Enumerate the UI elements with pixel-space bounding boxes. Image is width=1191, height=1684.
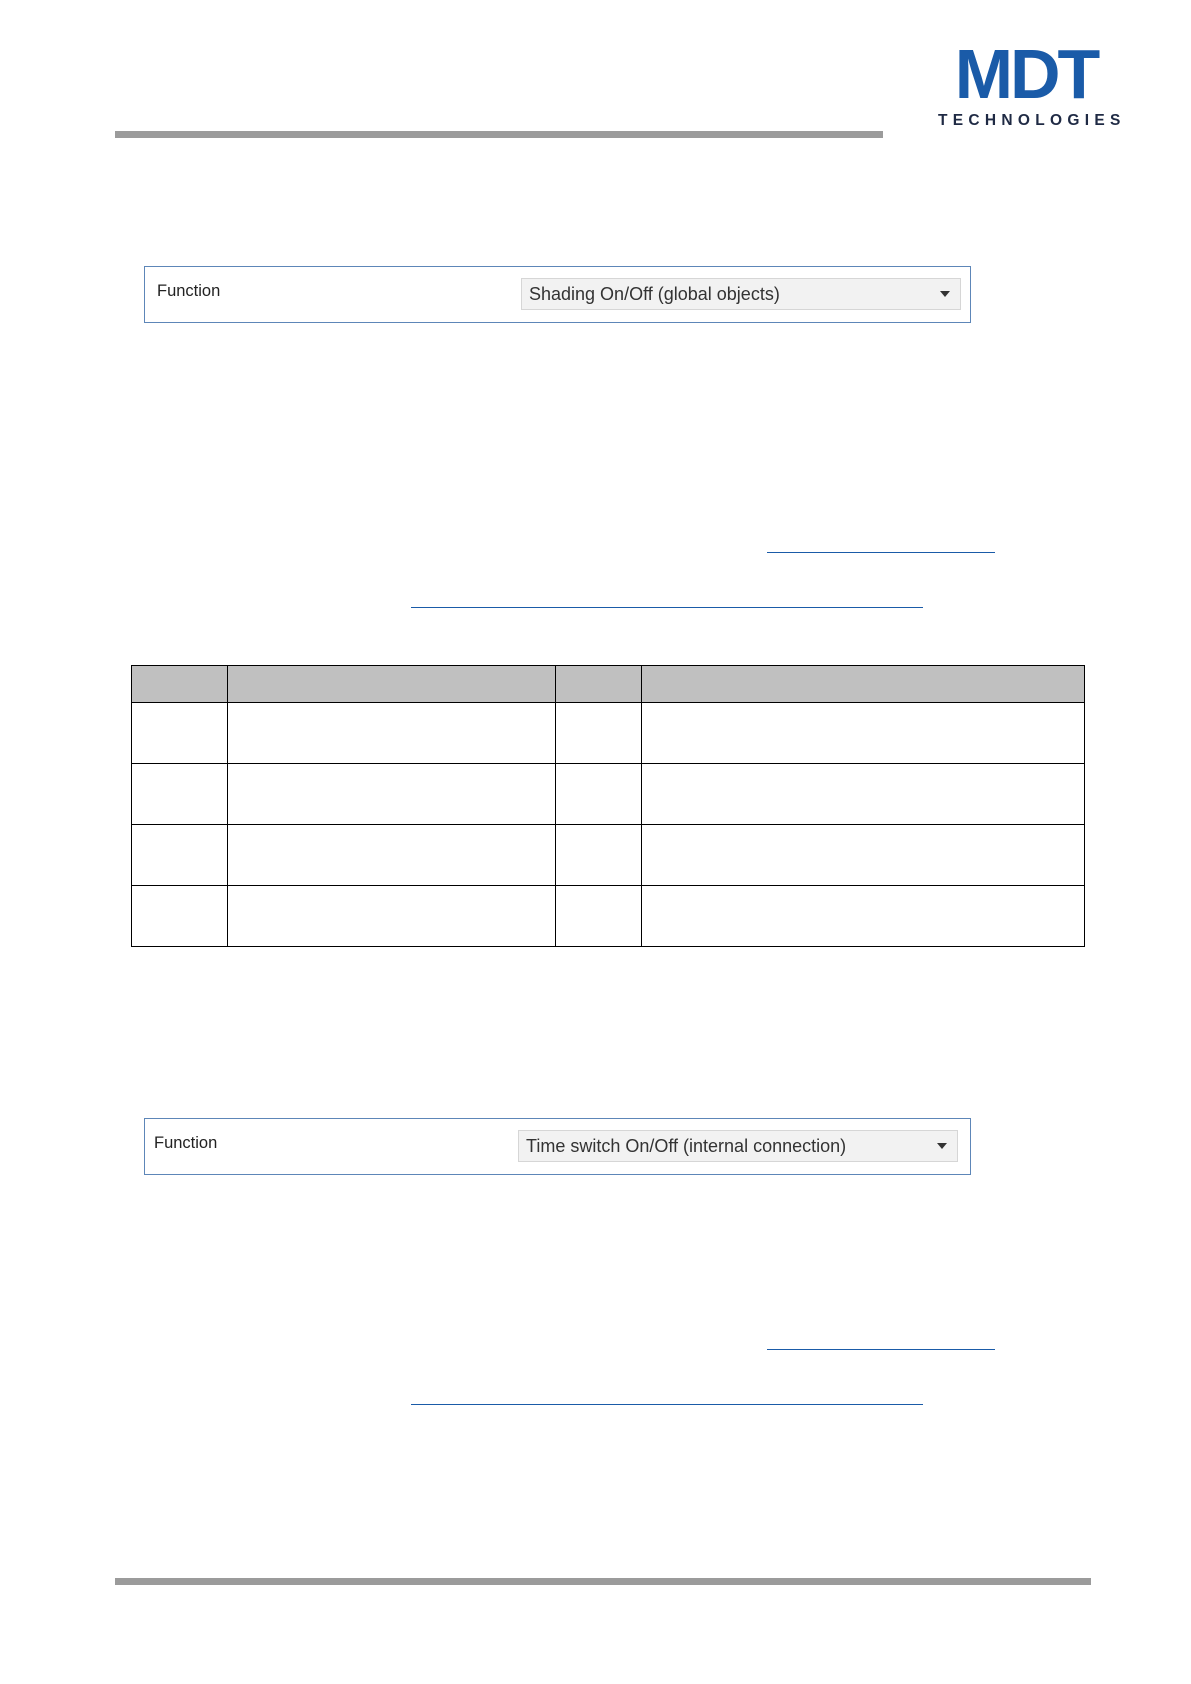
- dropdown-arrow-icon: [937, 1143, 947, 1149]
- table-row: [132, 886, 1085, 947]
- table-header-cell: [228, 666, 556, 703]
- table-cell: [228, 764, 556, 825]
- table-cell: [132, 703, 228, 764]
- function-dropdown-value: Shading On/Off (global objects): [529, 284, 780, 304]
- table-cell: [642, 825, 1085, 886]
- function-dropdown[interactable]: [521, 278, 961, 310]
- table-cell: [556, 825, 642, 886]
- table-cell: [228, 825, 556, 886]
- logo-subtitle: TECHNOLOGIES: [938, 112, 1126, 129]
- footer-rule: [115, 1578, 1091, 1585]
- table-row: [132, 825, 1085, 886]
- table-cell: [556, 886, 642, 947]
- header-rule: [115, 131, 883, 138]
- table-cell: [132, 825, 228, 886]
- object-table: [131, 665, 1085, 947]
- table-row: [132, 703, 1085, 764]
- table-cell: [642, 886, 1085, 947]
- function-dropdown[interactable]: [518, 1130, 958, 1162]
- table-cell: [228, 886, 556, 947]
- table-cell: [556, 764, 642, 825]
- table-cell: [132, 764, 228, 825]
- function-parameter-panel: [144, 1118, 971, 1175]
- hyperlink-underline[interactable]: [767, 552, 995, 553]
- table-cell: [642, 764, 1085, 825]
- hyperlink-underline[interactable]: [767, 1349, 995, 1350]
- table-cell: [228, 703, 556, 764]
- function-parameter-panel: [144, 266, 971, 323]
- table-header-cell: [132, 666, 228, 703]
- table-cell: [556, 703, 642, 764]
- table-header-row: [132, 666, 1085, 703]
- hyperlink-underline[interactable]: [411, 1404, 923, 1405]
- table-row: [132, 764, 1085, 825]
- function-label: Function: [154, 1134, 218, 1152]
- table-cell: [642, 703, 1085, 764]
- logo-wordmark: MDT: [954, 35, 1098, 113]
- function-label: Function: [157, 282, 221, 300]
- table-header-cell: [642, 666, 1085, 703]
- mdt-logo: [938, 35, 1126, 134]
- table-cell: [132, 886, 228, 947]
- dropdown-arrow-icon: [940, 291, 950, 297]
- table-header-cell: [556, 666, 642, 703]
- hyperlink-underline[interactable]: [411, 607, 923, 608]
- function-dropdown-value: Time switch On/Off (internal connection): [526, 1136, 847, 1156]
